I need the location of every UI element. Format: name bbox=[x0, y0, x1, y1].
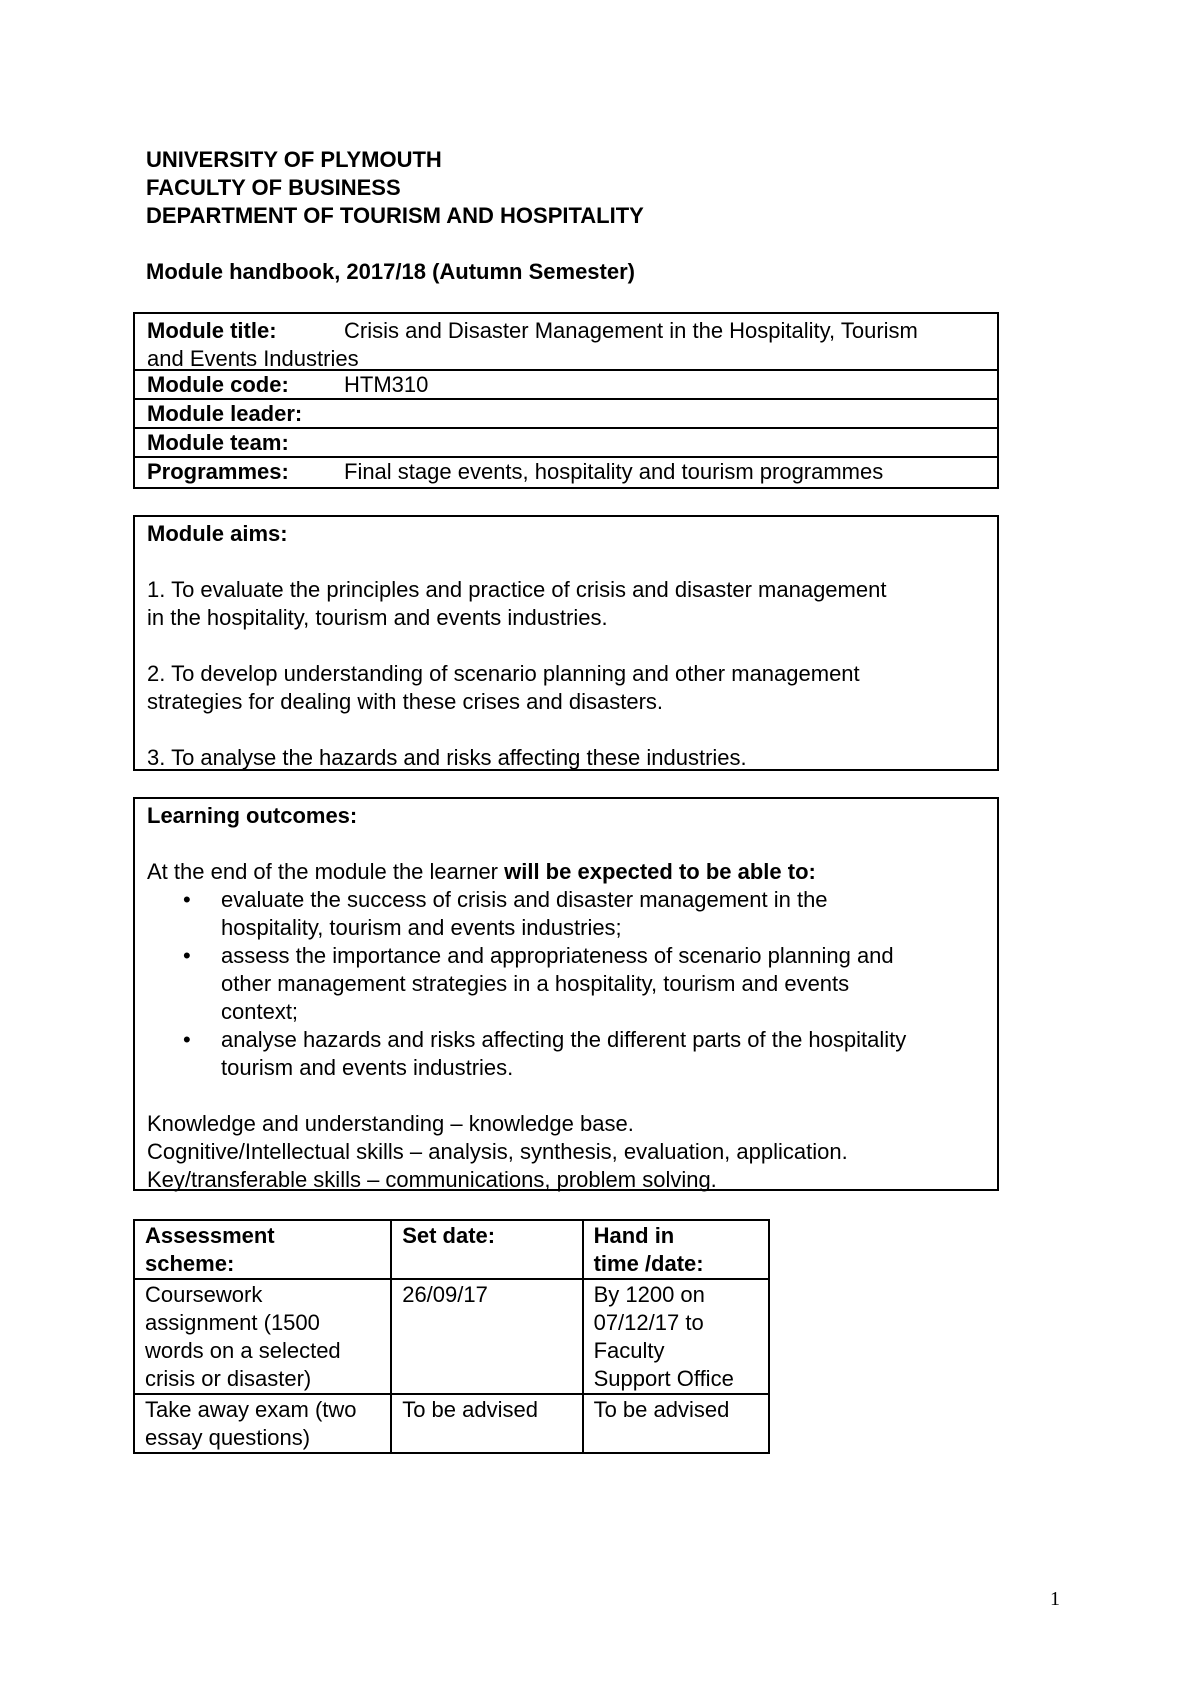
cell-line: 07/12/17 to bbox=[593, 1310, 704, 1335]
outcome-bullet-3 bbox=[147, 1026, 985, 1082]
assessment-header-row bbox=[134, 1220, 769, 1279]
set-date-header-text: Set date: bbox=[402, 1223, 496, 1248]
module-team-label: Module team: bbox=[147, 430, 289, 455]
assessment-cell bbox=[134, 1279, 391, 1394]
module-info-table bbox=[133, 312, 999, 489]
hand-in-header bbox=[583, 1220, 769, 1279]
bullet-glyph: • bbox=[183, 943, 191, 968]
module-title-value-cont: and Events Industries bbox=[147, 346, 359, 371]
set-date-cell bbox=[391, 1279, 582, 1394]
set-date-header bbox=[391, 1220, 582, 1279]
module-code-row bbox=[135, 371, 997, 400]
module-team-row bbox=[135, 429, 997, 458]
module-title-value: Crisis and Disaster Management in the Hospitality, Tourism bbox=[344, 318, 918, 343]
set-date-cell bbox=[391, 1394, 582, 1453]
assessment-table bbox=[133, 1219, 770, 1454]
assessment-scheme-header-l1: Assessment bbox=[145, 1223, 275, 1248]
university-name: UNIVERSITY OF PLYMOUTH bbox=[146, 147, 442, 172]
cell-line: Take away exam (two bbox=[145, 1397, 357, 1422]
hand-in-header-l1: Hand in bbox=[593, 1223, 675, 1248]
cell-line: words on a selected bbox=[145, 1338, 341, 1363]
outcomes-intro-plain: At the end of the module the learner bbox=[147, 859, 505, 884]
page-number: 1 bbox=[1050, 1588, 1060, 1610]
cell-line: essay questions) bbox=[145, 1425, 311, 1450]
bullet-glyph: • bbox=[183, 887, 191, 912]
cell-line: By 1200 on bbox=[593, 1282, 705, 1307]
bullet-glyph: • bbox=[183, 1027, 191, 1052]
aim-1-cont: in the hospitality, tourism and events industries. bbox=[147, 605, 608, 630]
skills-transferable: Key/transferable skills – communications, problem solving. bbox=[147, 1167, 717, 1192]
outcome-2-line3: context; bbox=[221, 999, 299, 1024]
skills-knowledge: Knowledge and understanding – knowledge base. bbox=[147, 1111, 634, 1136]
module-aims-box bbox=[133, 515, 999, 771]
assessment-scheme-header bbox=[134, 1220, 391, 1279]
programmes-value: Final stage events, hospitality and tourism programmes bbox=[344, 459, 884, 484]
table-row bbox=[134, 1279, 769, 1394]
cell-line: To be advised bbox=[593, 1397, 730, 1422]
outcome-bullet-1 bbox=[147, 886, 985, 942]
hand-in-cell bbox=[583, 1279, 769, 1394]
outcome-2-line2: other management strategies in a hospitality, tourism and events bbox=[221, 971, 850, 996]
module-leader-row bbox=[135, 400, 997, 429]
module-leader-label: Module leader: bbox=[147, 401, 303, 426]
hand-in-cell bbox=[583, 1394, 769, 1453]
table-row bbox=[134, 1394, 769, 1453]
module-code-label: Module code: bbox=[147, 372, 289, 397]
module-title-row bbox=[135, 314, 997, 371]
cell-line: crisis or disaster) bbox=[145, 1366, 312, 1391]
aim-2-cont: strategies for dealing with these crises and disasters. bbox=[147, 689, 664, 714]
outcomes-intro-bold: will be expected to be able to: bbox=[504, 859, 816, 884]
skills-cognitive: Cognitive/Intellectual skills – analysis, synthesis, evaluation, application. bbox=[147, 1139, 848, 1164]
outcome-bullet-2 bbox=[147, 942, 985, 1026]
handbook-title: Module handbook, 2017/18 (Autumn Semester) bbox=[146, 259, 635, 284]
outcome-1-line2: hospitality, tourism and events industries; bbox=[221, 915, 622, 940]
aim-3: 3. To analyse the hazards and risks affecting these industries. bbox=[147, 745, 747, 770]
outcomes-intro bbox=[147, 858, 985, 886]
programmes-row bbox=[135, 458, 997, 487]
module-aims-heading: Module aims: bbox=[147, 521, 288, 546]
assessment-scheme-header-l2: scheme: bbox=[145, 1251, 235, 1276]
cell-line: assignment (1500 bbox=[145, 1310, 320, 1335]
module-title-label: Module title: bbox=[147, 318, 277, 343]
assessment-cell bbox=[134, 1394, 391, 1453]
cell-line: Support Office bbox=[593, 1366, 734, 1391]
aim-2: 2. To develop understanding of scenario planning and other management bbox=[147, 661, 860, 686]
outcome-3-line2: tourism and events industries. bbox=[221, 1055, 514, 1080]
aim-1: 1. To evaluate the principles and practice of crisis and disaster management bbox=[147, 577, 887, 602]
department-name: DEPARTMENT OF TOURISM AND HOSPITALITY bbox=[146, 203, 644, 228]
cell-line: Coursework bbox=[145, 1282, 263, 1307]
outcome-1-line1: evaluate the success of crisis and disaster management in the bbox=[221, 887, 828, 912]
cell-line: To be advised bbox=[402, 1397, 538, 1422]
learning-outcomes-box bbox=[133, 797, 999, 1191]
outcome-2-line1: assess the importance and appropriateness of scenario planning and bbox=[221, 943, 894, 968]
hand-in-header-l2: time /date: bbox=[593, 1251, 704, 1276]
programmes-label: Programmes: bbox=[147, 459, 289, 484]
outcome-3-line1: analyse hazards and risks affecting the different parts of the hospitality bbox=[221, 1027, 907, 1052]
module-code-value: HTM310 bbox=[344, 372, 429, 397]
faculty-name: FACULTY OF BUSINESS bbox=[146, 175, 401, 200]
learning-outcomes-heading: Learning outcomes: bbox=[147, 803, 358, 828]
cell-line: 26/09/17 bbox=[402, 1282, 488, 1307]
cell-line: Faculty bbox=[593, 1338, 665, 1363]
